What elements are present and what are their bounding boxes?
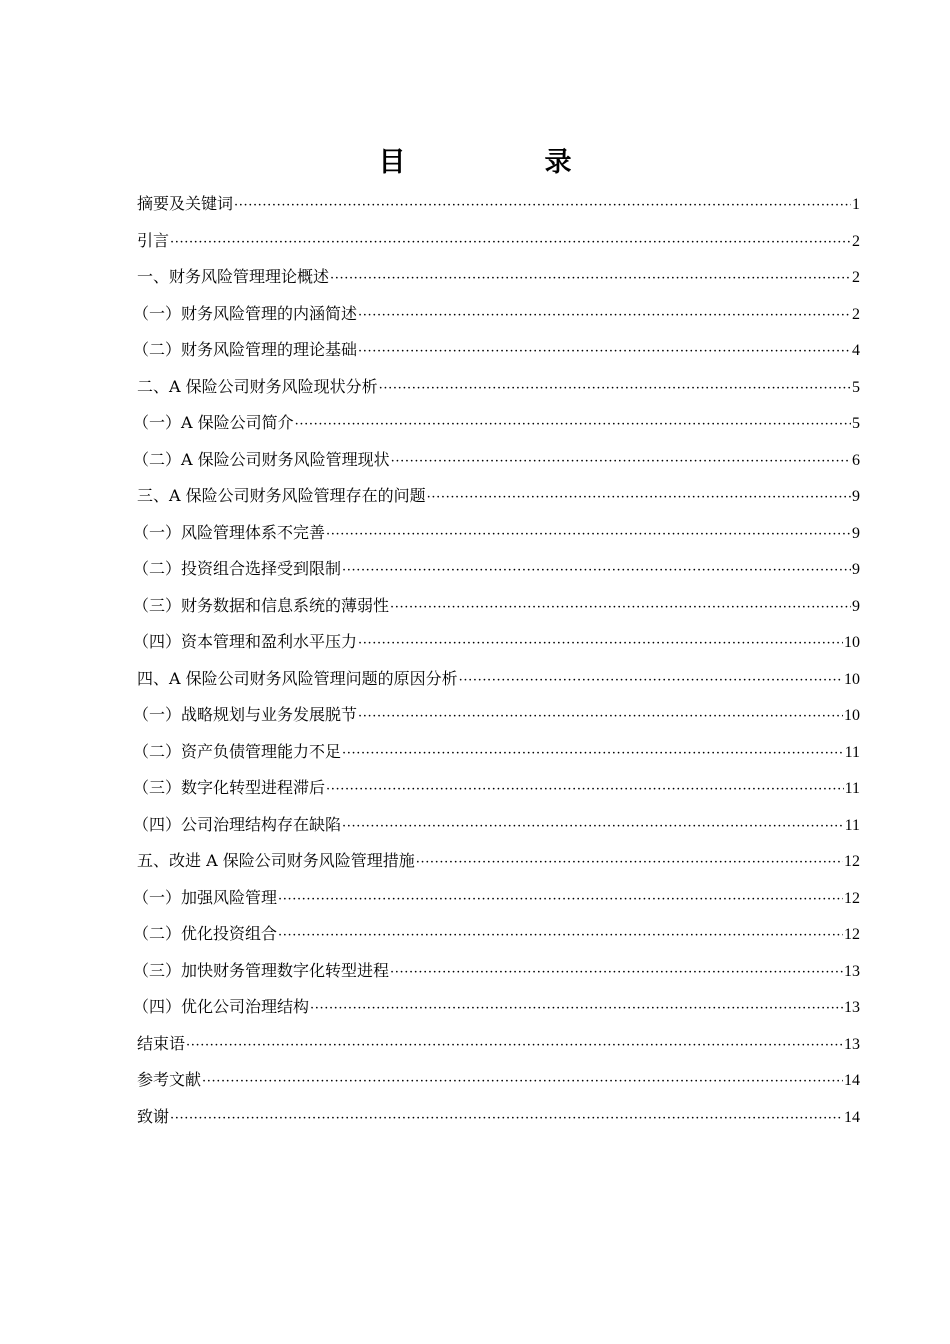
toc-entry-label: （三）加快财务管理数字化转型进程 [133,960,390,980]
dot-leader [416,845,843,882]
toc-page-number: 11 [844,816,860,834]
toc-page-number: 1 [852,196,860,213]
toc-entry-label: （一）战略规划与业务发展脱节 [133,705,358,724]
toc-entry[interactable] [133,405,860,442]
toc-page-number: 14 [844,1108,860,1126]
toc-entry[interactable] [137,1026,860,1063]
toc-entry[interactable] [133,296,860,333]
dot-leader [342,553,851,590]
toc-entry[interactable] [133,989,860,1026]
table-of-contents [133,186,860,1135]
dot-leader [170,1101,843,1138]
toc-page-number: 9 [852,561,860,578]
toc-entry-label: 致谢 [137,1106,170,1126]
dot-leader [326,772,844,809]
dot-leader [278,882,843,919]
dot-leader [342,736,844,773]
toc-entry-label: （一）风险管理体系不完善 [133,522,326,542]
toc-page-number: 12 [844,853,860,870]
dot-leader [186,1028,843,1065]
dot-leader [358,699,843,736]
toc-page-number: 11 [844,743,860,761]
dot-leader [358,298,851,335]
dot-leader [330,261,851,298]
toc-page-number: 9 [852,524,860,542]
dot-leader [379,371,851,408]
toc-entry-label: （二）资产负债管理能力不足 [133,741,342,761]
toc-page-number: 6 [852,451,860,469]
toc-page-number: 2 [852,269,860,286]
toc-entry[interactable] [137,478,860,515]
toc-entry-label: 参考文献 [137,1070,202,1089]
toc-entry[interactable] [133,734,860,771]
toc-entry-label: 引言 [137,230,170,250]
toc-entry[interactable] [137,1099,860,1136]
toc-entry[interactable] [137,1062,860,1099]
toc-entry[interactable] [133,624,860,661]
toc-page-number: 10 [844,634,860,651]
toc-page-number: 13 [844,962,860,980]
toc-page-number: 13 [844,1035,860,1053]
dot-leader [391,444,851,481]
dot-leader [342,809,844,846]
toc-entry-label: （二）投资组合选择受到限制 [133,559,342,578]
toc-page-number: 13 [844,999,860,1016]
toc-entry-label: （三）数字化转型进程滞后 [133,778,326,797]
dot-leader [202,1064,843,1101]
toc-entry[interactable] [133,697,860,734]
page-title: 目 录 [378,147,628,178]
toc-entry[interactable] [137,843,860,880]
toc-page-number: 4 [852,342,860,359]
toc-entry-label: （二）A 保险公司财务风险管理现状 [133,449,390,469]
toc-page-number: 5 [852,378,860,396]
toc-entry[interactable] [137,223,860,260]
dot-leader [358,626,843,663]
toc-entry[interactable] [133,332,860,369]
dot-leader [358,334,851,371]
toc-page-number: 10 [844,670,860,688]
toc-entry-label: 五、改进 A 保险公司财务风险管理措施 [137,851,415,870]
toc-entry[interactable] [133,880,860,917]
dot-leader [295,407,851,444]
toc-entry-label: 结束语 [137,1033,186,1053]
dot-leader [278,918,843,955]
toc-page-number: 5 [852,415,860,432]
toc-entry-label: （四）公司治理结构存在缺陷 [133,814,342,834]
toc-page-number: 2 [852,232,860,250]
toc-entry[interactable] [133,953,860,990]
dot-leader [427,480,851,517]
toc-page-number: 9 [852,597,860,615]
toc-entry-label: （二）财务风险管理的理论基础 [133,340,358,359]
toc-entry[interactable] [137,369,860,406]
toc-page-number: 2 [852,305,860,323]
dot-leader [170,225,851,262]
toc-entry[interactable] [137,259,860,296]
toc-entry-label: （一）A 保险公司简介 [133,413,294,432]
toc-entry-label: （三）财务数据和信息系统的薄弱性 [133,595,390,615]
toc-entry-label: （一）加强风险管理 [133,887,278,907]
dot-leader [310,991,843,1028]
toc-entry-label: 四、A 保险公司财务风险管理问题的原因分析 [137,668,458,688]
toc-page-number: 12 [844,889,860,907]
toc-entry-label: 一、财务风险管理理论概述 [137,267,330,286]
toc-entry[interactable] [133,551,860,588]
toc-page-number: 10 [844,707,860,724]
toc-entry[interactable] [133,515,860,552]
toc-entry[interactable] [137,661,860,698]
toc-entry-label: （二）优化投资组合 [133,924,278,943]
toc-entry[interactable] [133,916,860,953]
toc-entry-label: 三、A 保险公司财务风险管理存在的问题 [137,486,426,505]
toc-entry[interactable] [133,807,860,844]
dot-leader [234,188,851,225]
toc-entry[interactable] [133,770,860,807]
dot-leader [390,955,843,992]
toc-page-number: 9 [852,488,860,505]
toc-entry[interactable] [133,588,860,625]
dot-leader [459,663,843,700]
toc-entry[interactable] [133,442,860,479]
toc-entry-label: （四）资本管理和盈利水平压力 [133,632,358,651]
toc-entry[interactable] [137,186,860,223]
toc-page-number: 11 [844,780,860,797]
toc-page-number: 12 [844,926,860,943]
toc-page-number: 14 [844,1072,860,1089]
toc-entry-label: 摘要及关键词 [137,194,234,213]
toc-entry-label: （四）优化公司治理结构 [133,997,310,1016]
toc-entry-label: 二、A 保险公司财务风险现状分析 [137,376,378,396]
dot-leader [326,517,851,554]
toc-entry-label: （一）财务风险管理的内涵简述 [133,303,358,323]
dot-leader [390,590,851,627]
